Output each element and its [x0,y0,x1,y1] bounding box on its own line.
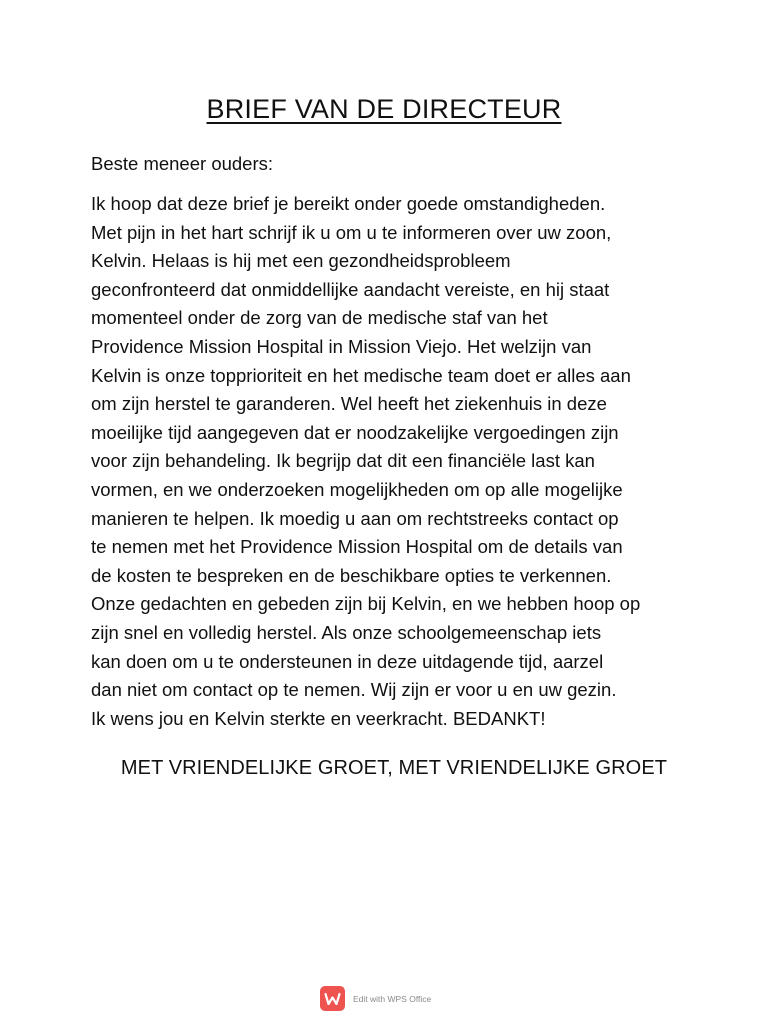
body-line: zijn snel en volledig herstel. Als onze schoolgemeenschap iets [91,621,602,643]
body-line: Providence Mission Hospital in Mission Viejo. Het welzijn van [91,335,592,357]
body-line: dan niet om contact op te nemen. Wij zijn er voor u en uw gezin. [91,679,617,701]
body-line: te nemen met het Providence Mission Hospital om de details van [91,536,623,558]
wps-edit-label[interactable]: Edit with WPS Office [353,993,432,1004]
letter-body [91,190,691,733]
wps-edit-badge[interactable] [320,986,431,1011]
letter-title: BRIEF VAN DE DIRECTEUR [206,94,562,124]
body-line: de kosten te bespreken en de beschikbare opties te verkennen. [91,564,612,586]
body-line: geconfronteerd dat onmiddellijke aandacht vereiste, en hij staat [91,278,610,300]
body-line: Onze gedachten en gebeden zijn bij Kelvin, en we hebben hoop op [91,593,641,615]
body-line: manieren te helpen. Ik moedig u aan om rechtstreeks contact op [91,507,619,529]
body-line: moeilijke tijd aangegeven dat er noodzakelijke vergoedingen zijn [91,421,619,443]
body-line: vormen, en we onderzoeken mogelijkheden om op alle mogelijke [91,478,623,500]
body-line: Met pijn in het hart schrijf ik u om u te informeren over uw zoon, [91,221,612,243]
body-line: Ik wens jou en Kelvin sterkte en veerkracht. BEDANKT! [91,707,546,729]
closing-line: MET VRIENDELIJKE GROET, MET VRIENDELIJKE GROET [120,757,668,779]
body-line: momenteel onder de zorg van de medische staf van het [91,307,548,329]
wps-office-logo-icon [320,986,345,1011]
body-line: Ik hoop dat deze brief je bereikt onder goede omstandigheden. [91,193,606,214]
body-line: voor zijn behandeling. Ik begrijp dat dit een financiële last kan [91,450,595,472]
body-line: Kelvin. Helaas is hij met een gezondheidsprobleem [91,250,511,272]
salutation: Beste meneer ouders: [91,153,274,174]
body-line: Kelvin is onze topprioriteit en het medische team doet er alles aan [91,364,631,386]
body-line: om zijn herstel te garanderen. Wel heeft het ziekenhuis in deze [91,393,607,415]
body-line: kan doen om u te ondersteunen in deze uitdagende tijd, aarzel [91,650,604,672]
